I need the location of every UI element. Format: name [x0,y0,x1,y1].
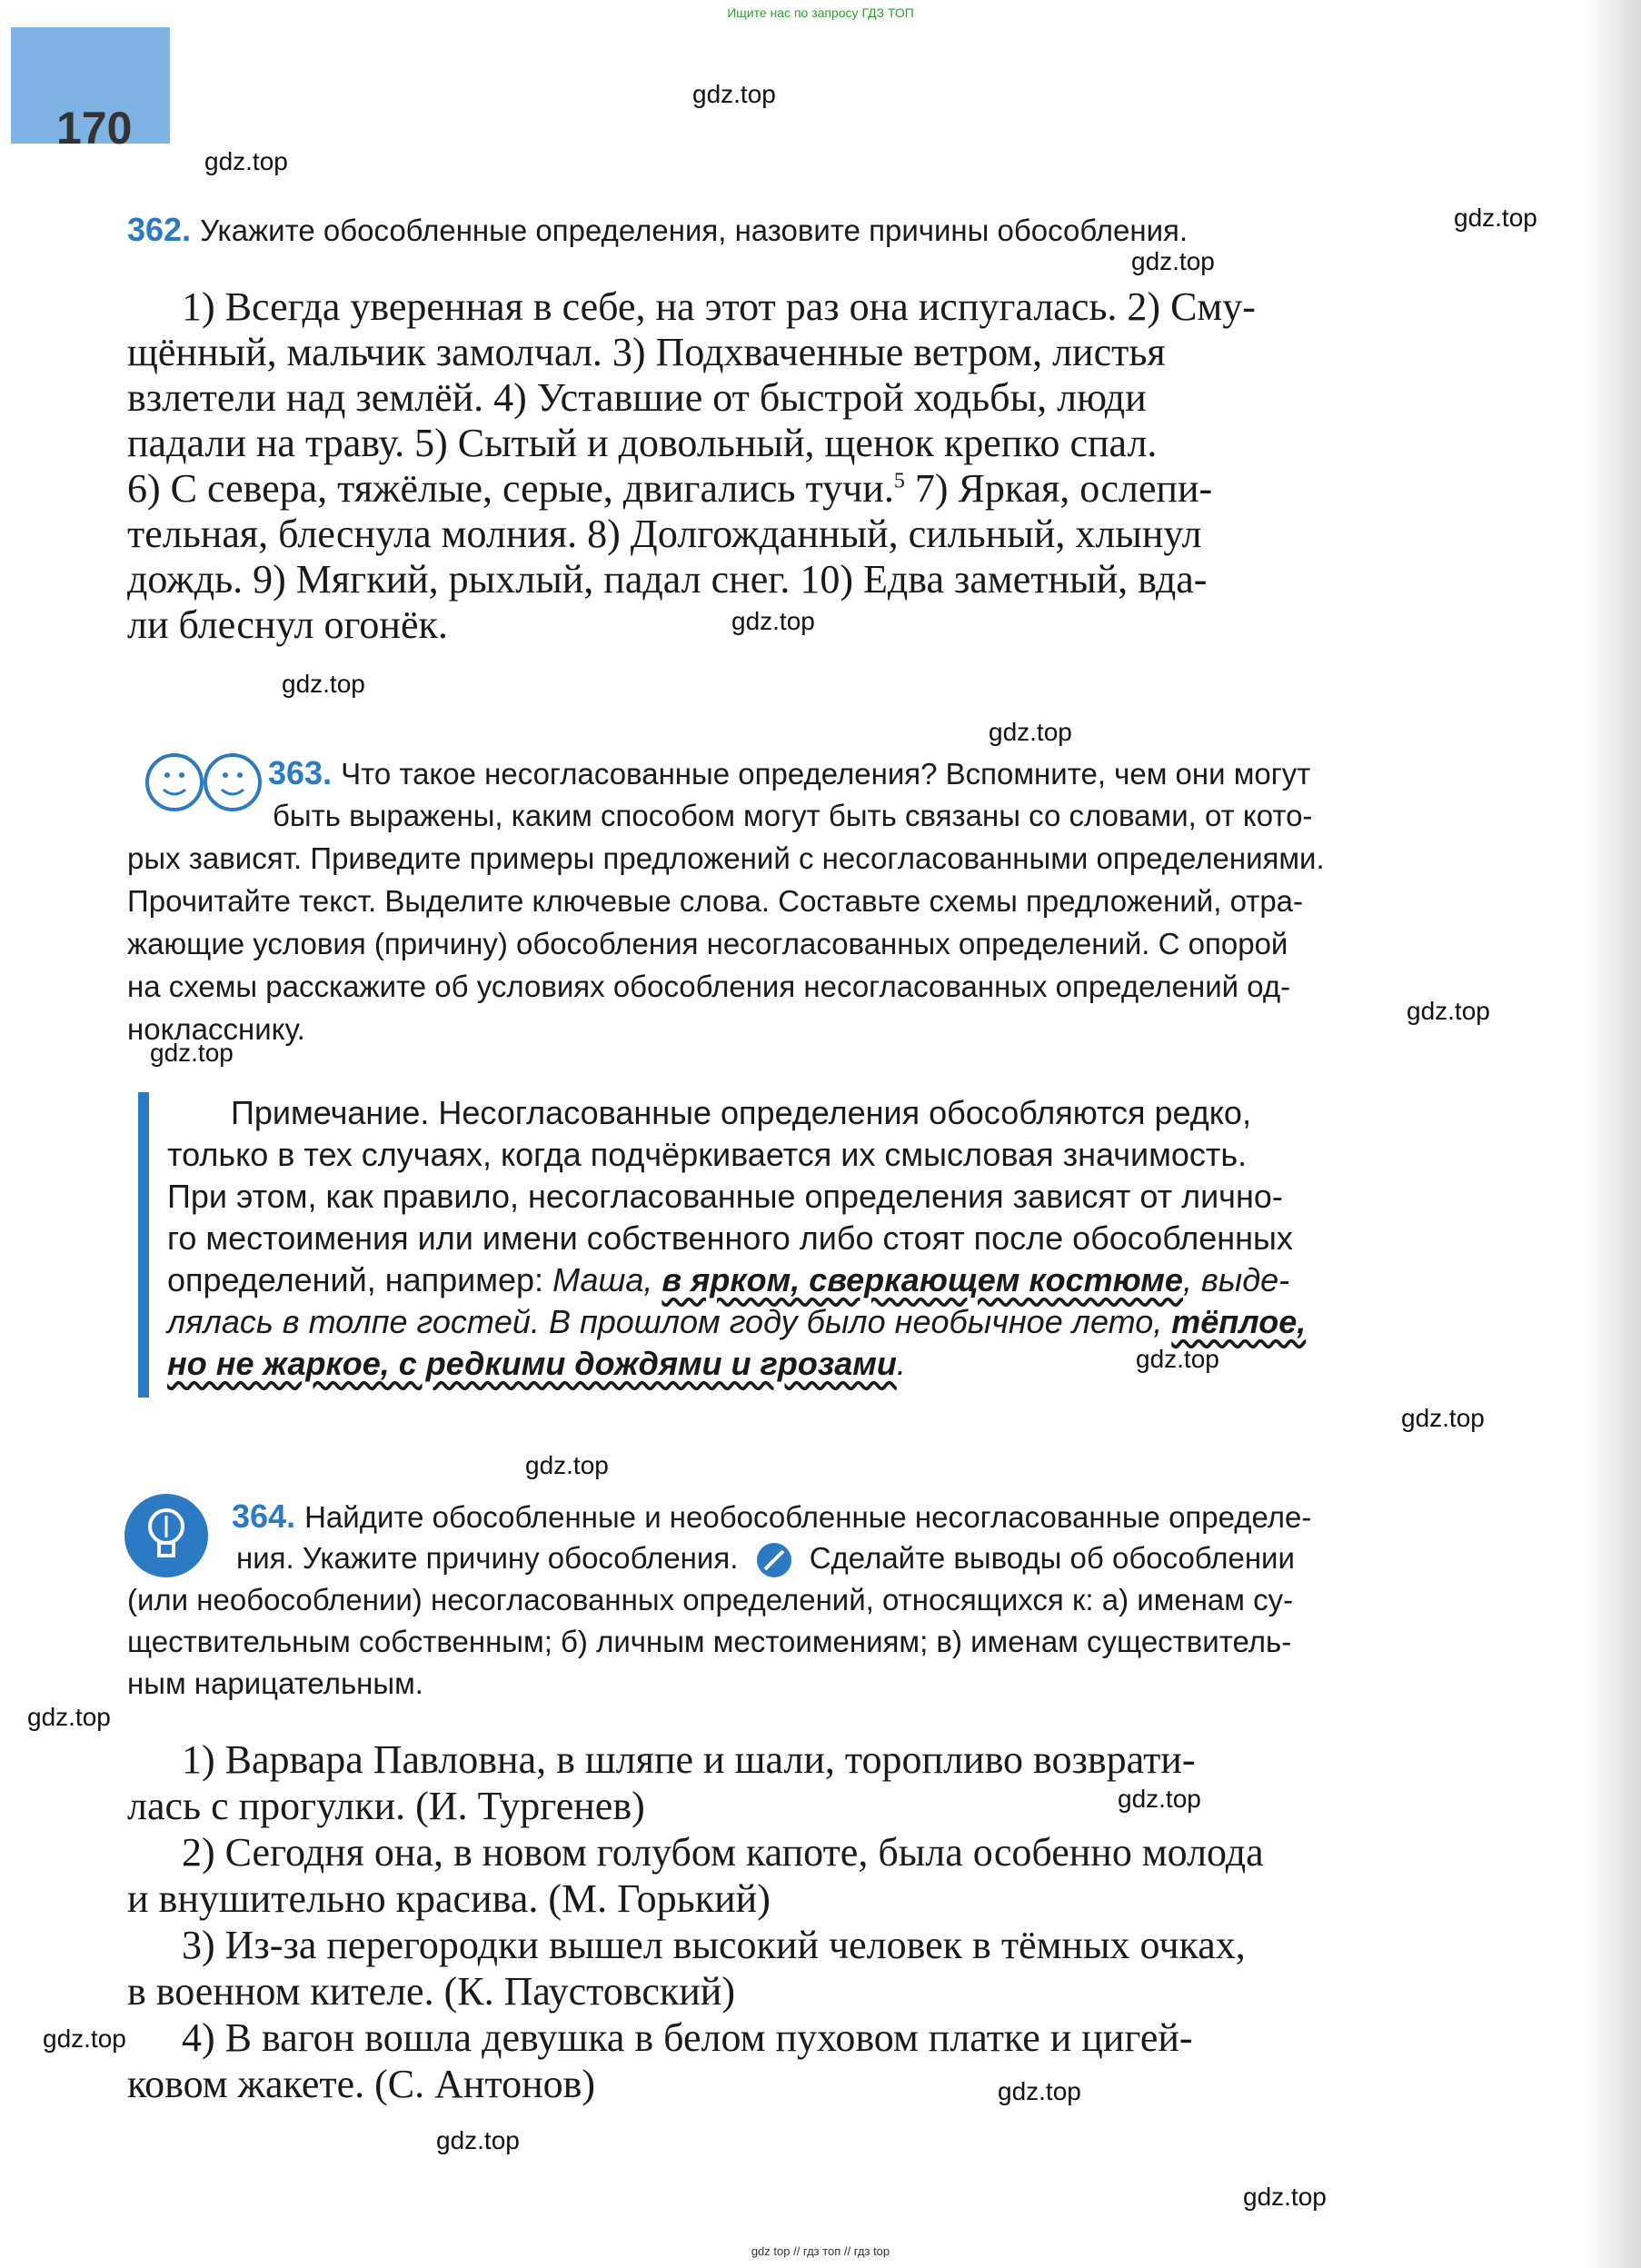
sentence-line: щённый, мальчик замолчал. 3) Подхваченные ветром, листья [127,330,1166,374]
sentence-line: и внушительно красива. (М. Горький) [127,1876,771,1921]
task-line: рых зависят. Приведите примеры предложений с несогласованными определениями. [127,841,1325,875]
watermark: gdz.top [282,670,365,698]
sentence-text: 6) С севера, тяжёлые, серые, двигались тучи. [127,466,894,511]
footnote-mark: 5 [893,469,905,493]
lightbulb-icon [121,1490,212,1581]
sentence-line: 2) Сегодня она, в новом голубом капоте, была особенно молода [182,1830,1264,1875]
sentence-line: ли блеснул огонёк. [127,602,448,647]
exercise-number: 364. [232,1497,296,1535]
watermark: gdz.top [525,1451,609,1479]
sentence-line: падали на траву. 5) Сытый и довольный, щенок крепко спал. [127,421,1158,465]
note-line [167,1259,1566,1301]
sentence-line: дождь. 9) Мягкий, рыхлый, падал снег. 10) Едва заметный, вда- [127,557,1208,602]
note-line: го местоимения или имени собственного либо стоят после обособленных [167,1219,1293,1257]
watermark: gdz.top [1131,247,1215,275]
page-number: 170 [56,103,133,154]
sentence-line: тельная, блеснула молния. 8) Долгожданный, сильный, хлынул [127,512,1202,556]
watermark: gdz.top [27,1703,111,1731]
watermark: gdz.top [150,1039,234,1067]
note-accent-bar [138,1092,149,1398]
exercise-364-heading [232,1496,1311,1538]
task-line: ществительным собственным; б) личным местоимениям; в) именам существитель- [127,1625,1292,1658]
example-text: Маша, [552,1261,653,1298]
watermark: gdz.top [1243,2183,1327,2211]
task-line: (или необособлении) несогласованных определений, относящихся к: а) именам су- [127,1583,1294,1616]
watermark: gdz.top [43,2024,126,2053]
exercise-task: Укажите обособленные определения, назовите причины обособления. [200,214,1188,247]
note-line [167,1301,1566,1343]
note-text: Несогласованные определения обособляются редко, [438,1094,1251,1131]
example-text: лялась в толпе гостей. В прошлом году было необычное лето, [167,1303,1163,1340]
highlighted-definition: тёплое, [1171,1303,1307,1340]
note-line: При этом, как правило, несогласованные определения зависят от лично- [167,1178,1283,1215]
example-text: . [896,1345,906,1382]
pencil-icon [754,1542,794,1578]
task-text: ния. Укажите причину обособления. [236,1541,739,1575]
watermark: gdz.top [692,80,776,108]
exercise-362-heading [127,209,1188,252]
exercise-task: Найдите обособленные и необособленные несогласованные определе- [304,1500,1312,1534]
task-text: Сделайте выводы об обособлении [809,1541,1295,1575]
note-line: только в тех случаях, когда подчёркивается их смысловая значимость. [167,1136,1248,1173]
example-text: , выде- [1182,1261,1290,1298]
exercise-number: 362. [127,211,192,248]
watermark: gdz.top [1136,1345,1219,1373]
bottom-banner: gdz top // гдз топ // гдз top [751,2244,890,2258]
task-line: Прочитайте текст. Выделите ключевые слова. Составьте схемы предложений, отра- [127,884,1304,918]
sentence-text: 7) Яркая, ослепи- [914,466,1213,511]
highlighted-definition: в ярком, сверкающем костюме [661,1261,1183,1298]
task-line: нокласснику. [127,1012,305,1046]
task-line: на схемы расскажите об условиях обособления несогласованных определений од- [127,970,1291,1003]
sentence-line: ковом жакете. (С. Антонов) [127,2062,596,2106]
sentence-line: в военном кителе. (К. Паустовский) [127,1969,736,2014]
task-line: жающие условия (причину) обособления несогласованных определений. С опорой [127,927,1288,960]
note-line [167,1343,1566,1385]
watermark: gdz.top [204,147,288,175]
watermark: gdz.top [1401,1404,1485,1432]
watermark: gdz.top [1118,1785,1201,1813]
sentence-line: 1) Варвара Павловна, в шляпе и шали, торопливо возврати- [182,1737,1196,1782]
sentence-line: лась с прогулки. (И. Тургенев) [127,1784,645,1828]
note-text: определений, например: [167,1261,544,1298]
watermark: gdz.top [436,2126,520,2154]
exercise-number: 363. [268,754,333,791]
watermark: gdz.top [1454,204,1537,232]
note-title: Примечание. [231,1094,430,1131]
sentence-line [127,466,1212,512]
task-line: ным нарицательным. [127,1666,423,1700]
sentence-line: взлетели над землёй. 4) Уставшие от быстрой ходьбы, люди [127,375,1147,420]
watermark: gdz.top [998,2077,1081,2105]
note-line [167,1092,1566,1134]
watermark: gdz.top [731,607,815,635]
task-line: быть выражены, каким способом могут быть связаны со словами, от кото- [273,799,1313,832]
task-line [236,1537,1295,1579]
watermark: gdz.top [989,718,1072,746]
sentence-line: 1) Всегда уверенная в себе, на этот раз она испугалась. 2) Сму- [182,284,1256,329]
exercise-363-heading [268,752,1310,795]
sentence-line: 3) Из-за перегородки вышел высокий человек в тёмных очках, [182,1923,1246,1967]
sentence-line: 4) В вагон вошла девушка в белом пуховом платке и цигей- [182,2015,1193,2060]
highlighted-definition: но не жаркое, с редкими дождями и грозами [167,1345,897,1382]
page-edge-shadow [1586,0,1641,2268]
exercise-task: Что такое несогласованные определения? Вспомните, чем они могут [341,757,1311,791]
top-banner: Ищите нас по запросу ГДЗ ТОП [727,5,914,20]
pair-work-icon [144,750,264,815]
watermark: gdz.top [1407,997,1490,1025]
